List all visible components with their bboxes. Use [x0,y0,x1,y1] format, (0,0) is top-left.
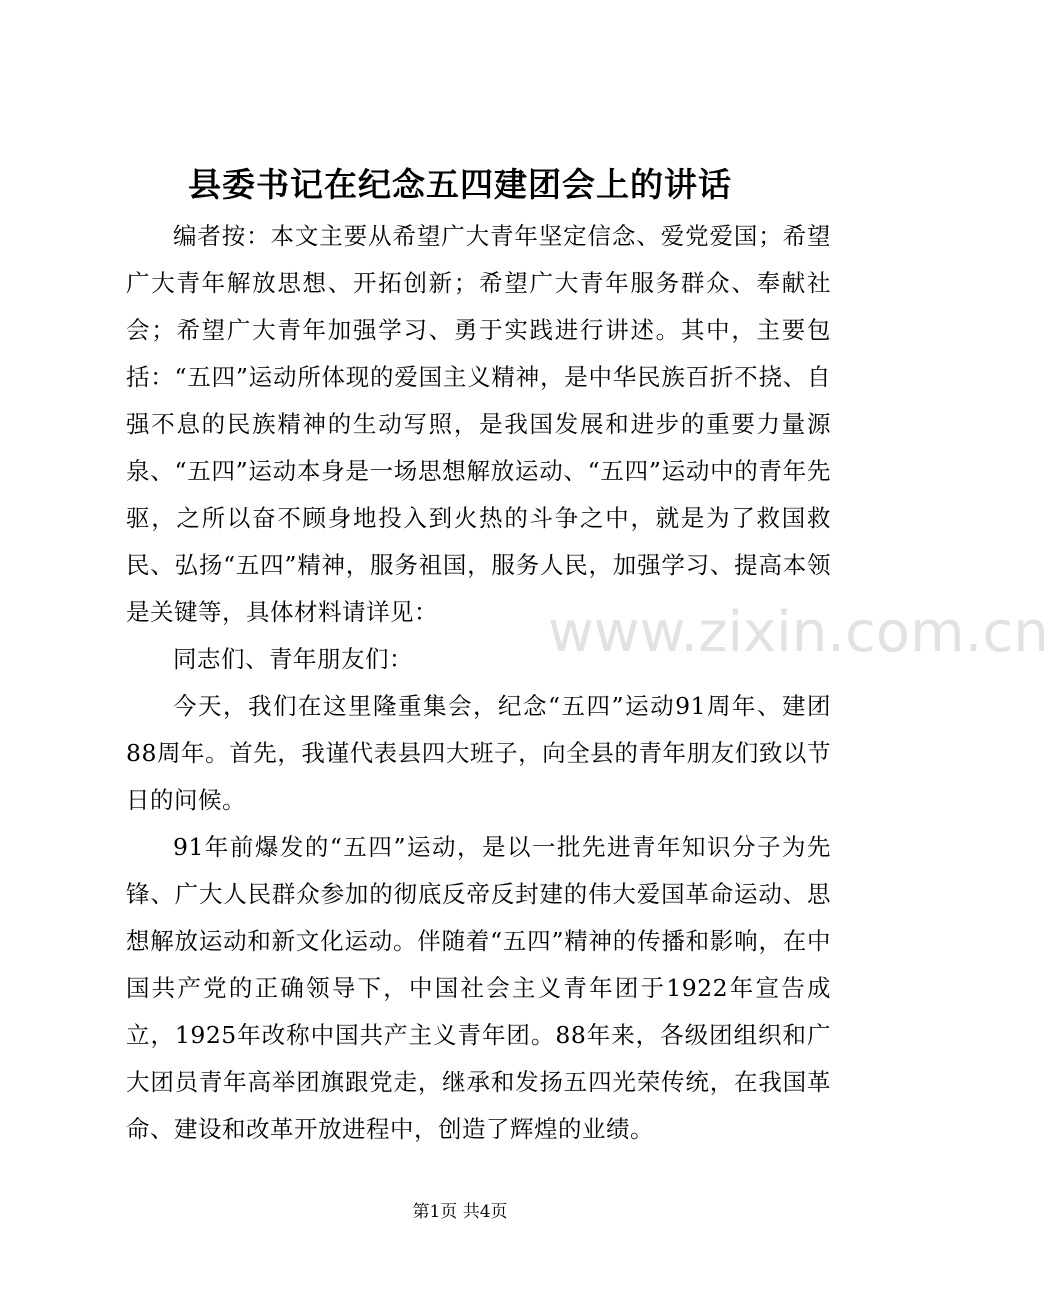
page-footer: 第1页 共4页 [412,1202,508,1222]
body-paragraph-1: 今天，我们在这里隆重集会，纪念“五四”运动91周年、建团88周年。首先，我谨代表县四大班子，向全县的青年朋友们致以节日的问候。 [126,692,831,814]
body-paragraph-2: 91年前爆发的“五四”运动，是以一批先进青年知识分子为先锋、广大人民群众参加的彻底反帝反封建的伟大爱国革命运动、思想解放运动和新文化运动。伴随着“五四”精神的传播和影响，在中国共产党的正确领导下，中国社会主义青年团于1922年宣告成立，1925年改称中国共产主义青年团。88年来，各级团组织和广大团员青年高举团旗跟党走，继承和发扬五四光荣传统，在我国革命、建设和改革开放进程中，创造了辉煌的业绩。 [126,833,831,1143]
salutation-paragraph: 同志们、青年朋友们： [173,645,413,673]
watermark: www.zixin.com.cn [548,600,1049,665]
document-body [126,213,831,1153]
document-title: 县委书记在纪念五四建团会上的讲话 [188,165,732,204]
editor-note-paragraph: 编者按：本文主要从希望广大青年坚定信念、爱党爱国；希望广大青年解放思想、开拓创新；希望广大青年服务群众、奉献社会；希望广大青年加强学习、勇于实践进行讲述。其中，主要包括：“五四”运动所体现的爱国主义精神，是中华民族百折不挠、自强不息的民族精神的生动写照，是我国发展和进步的重要力量源泉、“五四”运动本身是一场思想解放运动、“五四”运动中的青年先驱，之所以奋不顾身地投入到火热的斗争之中，就是为了救国救民、弘扬“五四”精神，服务祖国，服务人民，加强学习、提高本领是关键等，具体材料请详见： [126,222,831,626]
